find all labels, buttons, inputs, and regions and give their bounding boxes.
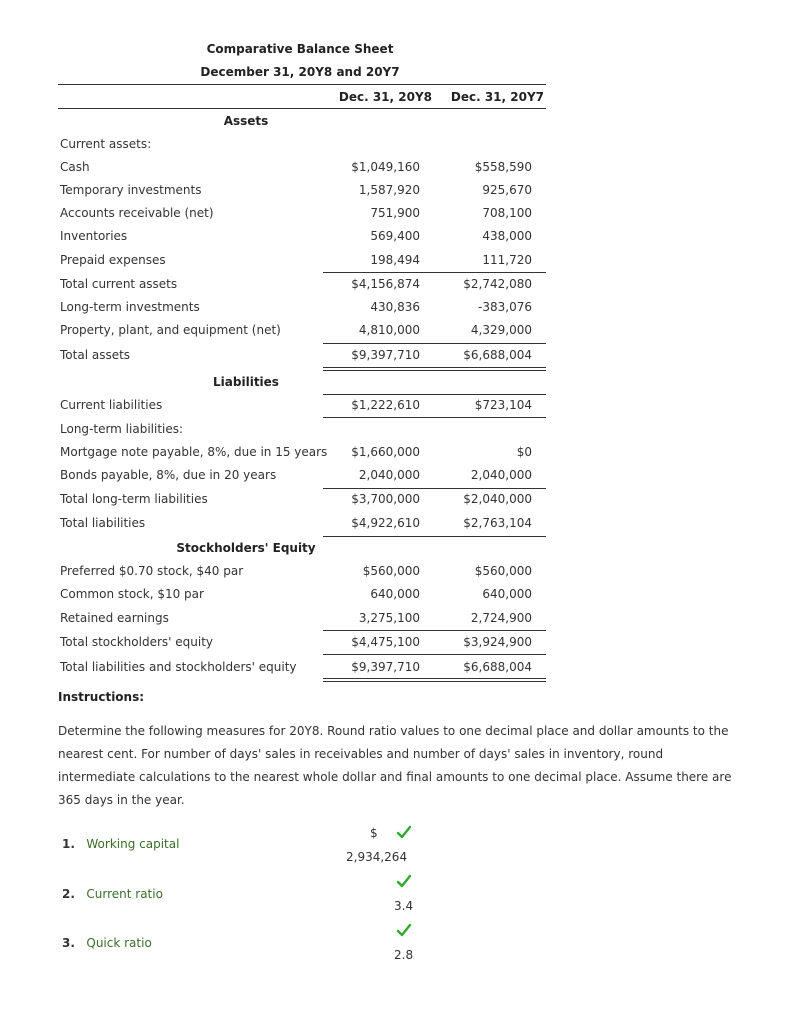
value-y7: 925,670 (482, 183, 532, 197)
divider (323, 272, 546, 273)
row-label: Prepaid expenses (60, 253, 166, 267)
question-3 (62, 935, 152, 951)
row-label: Mortgage note payable, 8%, due in 15 years (60, 445, 328, 459)
value-y8: 640,000 (370, 587, 420, 601)
value-y7: 2,040,000 (470, 468, 532, 482)
row-label: Long-term investments (60, 300, 200, 314)
sheet-title: Comparative Balance Sheet (206, 42, 394, 56)
row-label: Total liabilities and stockholders' equity (60, 660, 297, 674)
value-y7: $3,924,900 (463, 635, 532, 649)
check-icon (396, 922, 412, 938)
value-y7: 438,000 (482, 229, 532, 243)
answer-current-ratio[interactable]: 3.4 (394, 899, 414, 913)
value-y8: $1,222,610 (351, 398, 420, 412)
value-y7: 640,000 (482, 587, 532, 601)
value-y8: 751,900 (370, 206, 420, 220)
answer-quick-ratio[interactable]: 2.8 (394, 948, 414, 962)
current-assets-label: Current assets: (60, 137, 152, 151)
question-label: Current ratio (86, 887, 163, 901)
value-y8: $1,049,160 (351, 160, 420, 174)
question-1 (62, 836, 179, 852)
value-y7: -383,076 (478, 300, 532, 314)
check-icon (396, 873, 412, 889)
value-y7: $6,688,004 (463, 348, 532, 362)
row-label: Property, plant, and equipment (net) (60, 323, 281, 337)
question-number: 2. (62, 887, 75, 901)
value-y7: $2,040,000 (463, 492, 532, 506)
double-underline (323, 678, 546, 682)
row-label: Inventories (60, 229, 128, 243)
row-label: Temporary investments (60, 183, 202, 197)
value-y8: $9,397,710 (351, 348, 420, 362)
double-underline (323, 367, 546, 371)
value-y7: $0 (516, 445, 532, 459)
divider (323, 343, 546, 344)
instructions-heading: Instructions: (58, 690, 145, 704)
value-y8: $4,922,610 (351, 516, 420, 530)
value-y8: 569,400 (370, 229, 420, 243)
value-y8: 1,587,920 (358, 183, 420, 197)
question-number: 3. (62, 936, 75, 950)
divider (323, 488, 546, 489)
row-label: Common stock, $10 par (60, 587, 204, 601)
question-label: Working capital (86, 837, 180, 851)
value-y8: $4,475,100 (351, 635, 420, 649)
col-header-y7: Dec. 31, 20Y7 (450, 90, 544, 104)
divider (58, 108, 546, 109)
instructions-text: Determine the following measures for 20Y8. Round ratio values to one decimal place and dollar amounts to the nearest cent. For number of days' sales in receivables and number of days' sales in inventory, round intermediate calculations to the nearest whole dollar and final amounts to one decimal place. Assume there are 365 days in the year. (58, 724, 732, 807)
value-y7: $2,763,104 (463, 516, 532, 530)
value-y7: 111,720 (482, 253, 532, 267)
divider (323, 654, 546, 655)
row-label: Total assets (60, 348, 131, 362)
value-y7: 708,100 (482, 206, 532, 220)
value-y7: $560,000 (474, 564, 532, 578)
row-label: Total current assets (60, 277, 178, 291)
check-icon (396, 824, 412, 840)
row-label: Bonds payable, 8%, due in 20 years (60, 468, 277, 482)
value-y8: $9,397,710 (351, 660, 420, 674)
sheet-subtitle: December 31, 20Y8 and 20Y7 (200, 65, 400, 79)
value-y7: $6,688,004 (463, 660, 532, 674)
value-y7: 4,329,000 (470, 323, 532, 337)
question-label: Quick ratio (86, 936, 152, 950)
row-label: Current liabilities (60, 398, 163, 412)
divider (323, 394, 546, 395)
value-y7: $723,104 (474, 398, 532, 412)
value-y8: $560,000 (362, 564, 420, 578)
row-label: Accounts receivable (net) (60, 206, 214, 220)
value-y7: 2,724,900 (470, 611, 532, 625)
row-label: Retained earnings (60, 611, 169, 625)
liabilities-heading: Liabilities (213, 375, 279, 389)
value-y8: $4,156,874 (351, 277, 420, 291)
row-label: Total liabilities (60, 516, 146, 530)
value-y8: 2,040,000 (358, 468, 420, 482)
value-y8: $3,700,000 (351, 492, 420, 506)
question-2 (62, 886, 163, 902)
col-header-y8: Dec. 31, 20Y8 (338, 90, 432, 104)
row-label: Preferred $0.70 stock, $40 par (60, 564, 244, 578)
assets-heading: Assets (223, 114, 269, 128)
answer-working-capital[interactable]: 2,934,264 (346, 850, 408, 864)
value-y8: $1,660,000 (351, 445, 420, 459)
row-label: Total long-term liabilities (60, 492, 208, 506)
equity-heading: Stockholders' Equity (176, 541, 316, 555)
currency-prefix: $ (370, 826, 378, 840)
value-y7: $2,742,080 (463, 277, 532, 291)
value-y8: 430,836 (370, 300, 420, 314)
question-number: 1. (62, 837, 75, 851)
row-label: Total stockholders' equity (60, 635, 214, 649)
divider (323, 417, 546, 418)
value-y7: $558,590 (474, 160, 532, 174)
value-y8: 4,810,000 (358, 323, 420, 337)
divider (323, 536, 546, 537)
divider (58, 84, 546, 85)
row-label: Cash (60, 160, 90, 174)
value-y8: 3,275,100 (358, 611, 420, 625)
value-y8: 198,494 (370, 253, 420, 267)
longterm-label: Long-term liabilities: (60, 422, 184, 436)
divider (323, 630, 546, 631)
